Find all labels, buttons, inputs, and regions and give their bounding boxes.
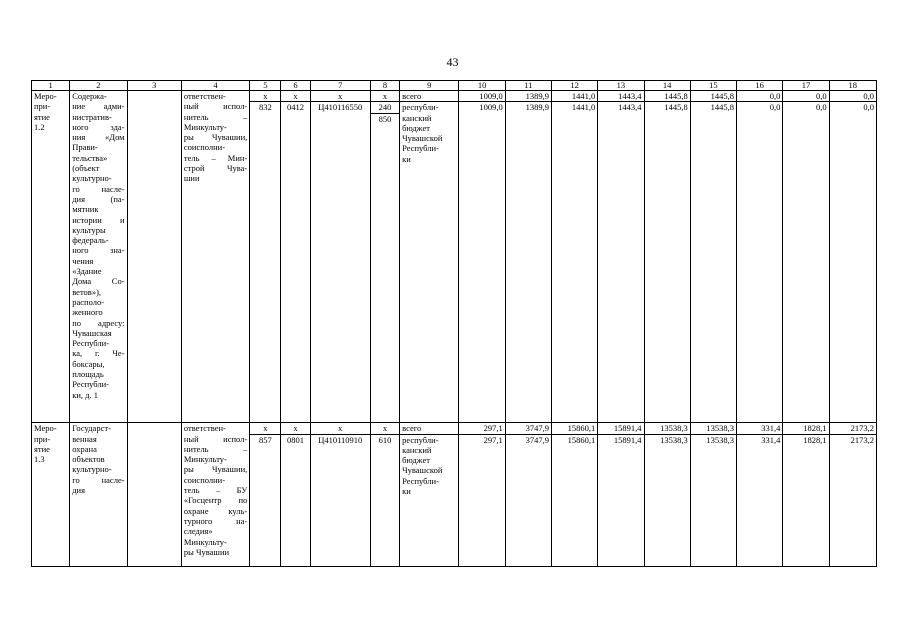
- cell-line: республи-: [402, 434, 439, 445]
- measure-name: [70, 91, 127, 423]
- cell-line: площадь: [72, 369, 104, 380]
- amount-cell: 15891,4: [598, 434, 644, 566]
- cell-line: нитель –: [183, 443, 248, 454]
- column-number: 11: [505, 81, 551, 91]
- cell-line: ветов»),: [72, 286, 102, 297]
- cell-line: истории и: [72, 214, 125, 225]
- measure-id: [32, 423, 70, 566]
- cell-line: тель – БУ: [183, 485, 248, 496]
- cell-line: ятие: [34, 111, 50, 122]
- cell-line: 850: [371, 113, 399, 124]
- cell-line: (объект: [72, 163, 100, 174]
- amount-cell: 1445,8: [690, 102, 736, 423]
- amount-cell: 1445,8: [644, 102, 690, 423]
- column-number: 6: [281, 81, 310, 91]
- cell-line: ние адми-: [72, 101, 125, 112]
- cell-line: чения: [72, 255, 94, 266]
- amount-cell: 1445,8: [644, 91, 690, 102]
- cell-line: строй Чува-: [183, 163, 248, 174]
- cell-line: го насле-: [72, 183, 125, 194]
- column-number: 12: [551, 81, 597, 91]
- code-cell: x: [370, 423, 399, 434]
- cell-line: Чувашской: [402, 465, 443, 476]
- code-cell: 0801: [281, 434, 310, 566]
- cell-line: 1.3: [34, 454, 45, 465]
- column-number: 9: [400, 81, 459, 91]
- code-cell: x: [370, 91, 399, 102]
- cell-line: ки: [402, 153, 411, 164]
- cell-line: бюджет: [402, 455, 430, 466]
- amount-cell: 331,4: [737, 434, 783, 566]
- cell-line: ры Чувашии,: [183, 132, 248, 143]
- amount-cell: 1441,0: [551, 91, 597, 102]
- cell-line: Государст-: [72, 423, 111, 434]
- measure-total-row: [32, 423, 877, 434]
- cell-line: ный испол-: [183, 433, 248, 444]
- cell-line: 610: [378, 434, 392, 445]
- cell-line: при-: [34, 433, 51, 444]
- amount-cell: 1389,9: [505, 91, 551, 102]
- column-number: 2: [70, 81, 127, 91]
- cell-line: ного зна-: [72, 245, 125, 256]
- code-cell: 857: [250, 434, 281, 566]
- funding-source: всего: [400, 91, 459, 102]
- amount-cell: 331,4: [737, 423, 783, 434]
- column-number: 3: [127, 81, 181, 91]
- cell-line: культурно-: [72, 173, 112, 184]
- cell-line: республи-: [402, 102, 439, 113]
- column-number: 1: [32, 81, 70, 91]
- cell-line: Меро-: [34, 423, 57, 434]
- cell-line: ки, д. 1: [72, 389, 98, 400]
- cell-line: Республи-: [72, 379, 110, 390]
- cell-line: культурно-: [72, 464, 112, 475]
- cell-line: ного зда-: [72, 121, 125, 132]
- cell-line: дия: [72, 485, 86, 496]
- cell-line: следия»: [183, 526, 213, 537]
- cell-line: соисполни-: [183, 142, 226, 153]
- code-cell: x: [281, 423, 310, 434]
- cell-line: Республи-: [402, 475, 439, 486]
- amount-cell: 3747,9: [505, 423, 551, 434]
- cell-line: венная: [72, 433, 97, 444]
- cell-line: Минкульту-: [183, 121, 227, 132]
- measure-id: [32, 91, 70, 423]
- code-cell: x: [281, 91, 310, 102]
- cell-line: ния «Дом: [72, 132, 125, 143]
- cell-line: Содержа-: [72, 91, 107, 101]
- column-number: 7: [310, 81, 370, 91]
- amount-cell: 13538,3: [690, 423, 736, 434]
- cell-line: Республи-: [402, 143, 439, 154]
- amount-cell: 15891,4: [598, 423, 644, 434]
- amount-cell: 1441,0: [551, 102, 597, 423]
- column-number: 17: [783, 81, 829, 91]
- empty-cell: [127, 423, 181, 566]
- column-number: 5: [250, 81, 281, 91]
- empty-cell: [127, 91, 181, 423]
- amount-cell: 0,0: [783, 91, 829, 102]
- column-number: 4: [181, 81, 249, 91]
- cell-line: ка, г. Че-: [72, 348, 125, 359]
- amount-cell: 1443,4: [598, 91, 644, 102]
- cell-line: 1.2: [34, 121, 45, 132]
- cell-line: ответствен-: [183, 423, 226, 434]
- funding-source: всего: [400, 423, 459, 434]
- cell-line: объектов: [72, 454, 105, 465]
- amount-cell: 297,1: [459, 434, 505, 566]
- cell-line: канский: [402, 444, 432, 455]
- cell-line: Минкульту-: [183, 536, 227, 547]
- cell-line: боксары,: [72, 358, 105, 369]
- amount-cell: 2173,2: [829, 434, 876, 566]
- column-number: 18: [829, 81, 876, 91]
- budget-table: [31, 80, 877, 567]
- measure-name: [70, 423, 127, 566]
- amount-cell: 0,0: [783, 102, 829, 423]
- amount-cell: 1828,1: [783, 423, 829, 434]
- cell-line: ки: [402, 486, 411, 497]
- cell-line: ры Чувашии: [183, 546, 230, 557]
- amount-cell: 1828,1: [783, 434, 829, 566]
- cell-line: Чувашская: [72, 327, 112, 338]
- cell-line: канский: [402, 112, 432, 123]
- cell-line: Республи-: [72, 338, 110, 349]
- amount-cell: 15860,1: [551, 423, 597, 434]
- cell-line: турного на-: [183, 515, 248, 526]
- code-cell: Ц410110910: [310, 434, 370, 566]
- column-number: 8: [370, 81, 399, 91]
- expense-type-cell: [370, 102, 399, 423]
- cell-line: тельства»: [72, 152, 108, 163]
- column-number: 10: [459, 81, 505, 91]
- code-cell: x: [310, 91, 370, 102]
- cell-line: Чувашской: [402, 133, 443, 144]
- amount-cell: 1389,9: [505, 102, 551, 423]
- cell-line: бюджет: [402, 122, 430, 133]
- code-cell: 0412: [281, 102, 310, 423]
- amount-cell: 0,0: [737, 102, 783, 423]
- amount-cell: 1443,4: [598, 102, 644, 423]
- cell-line: Прави-: [72, 142, 98, 153]
- page-number: 43: [446, 55, 459, 69]
- column-number: 16: [737, 81, 783, 91]
- cell-line: располо-: [72, 296, 105, 307]
- amount-cell: 3747,9: [505, 434, 551, 566]
- cell-line: при-: [34, 101, 51, 112]
- cell-line: тель – Мин-: [183, 152, 248, 163]
- code-cell: 832: [250, 102, 281, 423]
- column-number-row: [32, 81, 877, 91]
- measure-executor: [181, 423, 249, 566]
- amount-cell: 13538,3: [644, 423, 690, 434]
- cell-line: «Здание: [72, 266, 102, 277]
- amount-cell: 0,0: [829, 102, 876, 423]
- cell-line: шии: [183, 173, 200, 184]
- cell-line: соисполни-: [183, 474, 226, 485]
- cell-line: охране куль-: [183, 505, 248, 516]
- measure-total-row: [32, 91, 877, 102]
- cell-line: го насле-: [72, 474, 125, 485]
- cell-line: мятник: [72, 204, 99, 215]
- code-cell: x: [310, 423, 370, 434]
- amount-cell: 2173,2: [829, 423, 876, 434]
- expense-type-cell: [370, 434, 399, 566]
- amount-cell: 0,0: [829, 91, 876, 102]
- funding-source: [400, 434, 459, 566]
- cell-line: дия (па-: [72, 193, 125, 204]
- cell-line: нитель –: [183, 111, 248, 122]
- amount-cell: 13538,3: [690, 434, 736, 566]
- cell-line: «Госцентр по: [183, 495, 248, 506]
- funding-source: [400, 102, 459, 423]
- cell-line: женного: [72, 307, 103, 318]
- amount-cell: 1009,0: [459, 91, 505, 102]
- cell-line: федераль-: [72, 235, 109, 246]
- cell-line: нистратив-: [72, 111, 112, 122]
- column-number: 14: [644, 81, 690, 91]
- cell-line: ятие: [34, 443, 50, 454]
- cell-line: 240: [378, 102, 392, 113]
- amount-cell: 1445,8: [690, 91, 736, 102]
- cell-line: ответствен-: [183, 91, 226, 101]
- cell-line: ный испол-: [183, 101, 248, 112]
- code-cell: x: [250, 91, 281, 102]
- cell-line: Меро-: [34, 91, 57, 101]
- cell-line: ры Чувашии,: [183, 464, 248, 475]
- code-cell: Ц410116550: [310, 102, 370, 423]
- amount-cell: 1009,0: [459, 102, 505, 423]
- cell-line: культуры: [72, 224, 106, 235]
- amount-cell: 297,1: [459, 423, 505, 434]
- cell-line: Дома Со-: [72, 276, 125, 287]
- column-number: 15: [690, 81, 736, 91]
- amount-cell: 15860,1: [551, 434, 597, 566]
- cell-line: охрана: [72, 443, 97, 454]
- cell-line: по адресу:: [72, 317, 125, 328]
- amount-cell: 13538,3: [644, 434, 690, 566]
- amount-cell: 0,0: [737, 91, 783, 102]
- measure-executor: [181, 91, 249, 423]
- cell-line: Минкульту-: [183, 454, 227, 465]
- code-cell: x: [250, 423, 281, 434]
- column-number: 13: [598, 81, 644, 91]
